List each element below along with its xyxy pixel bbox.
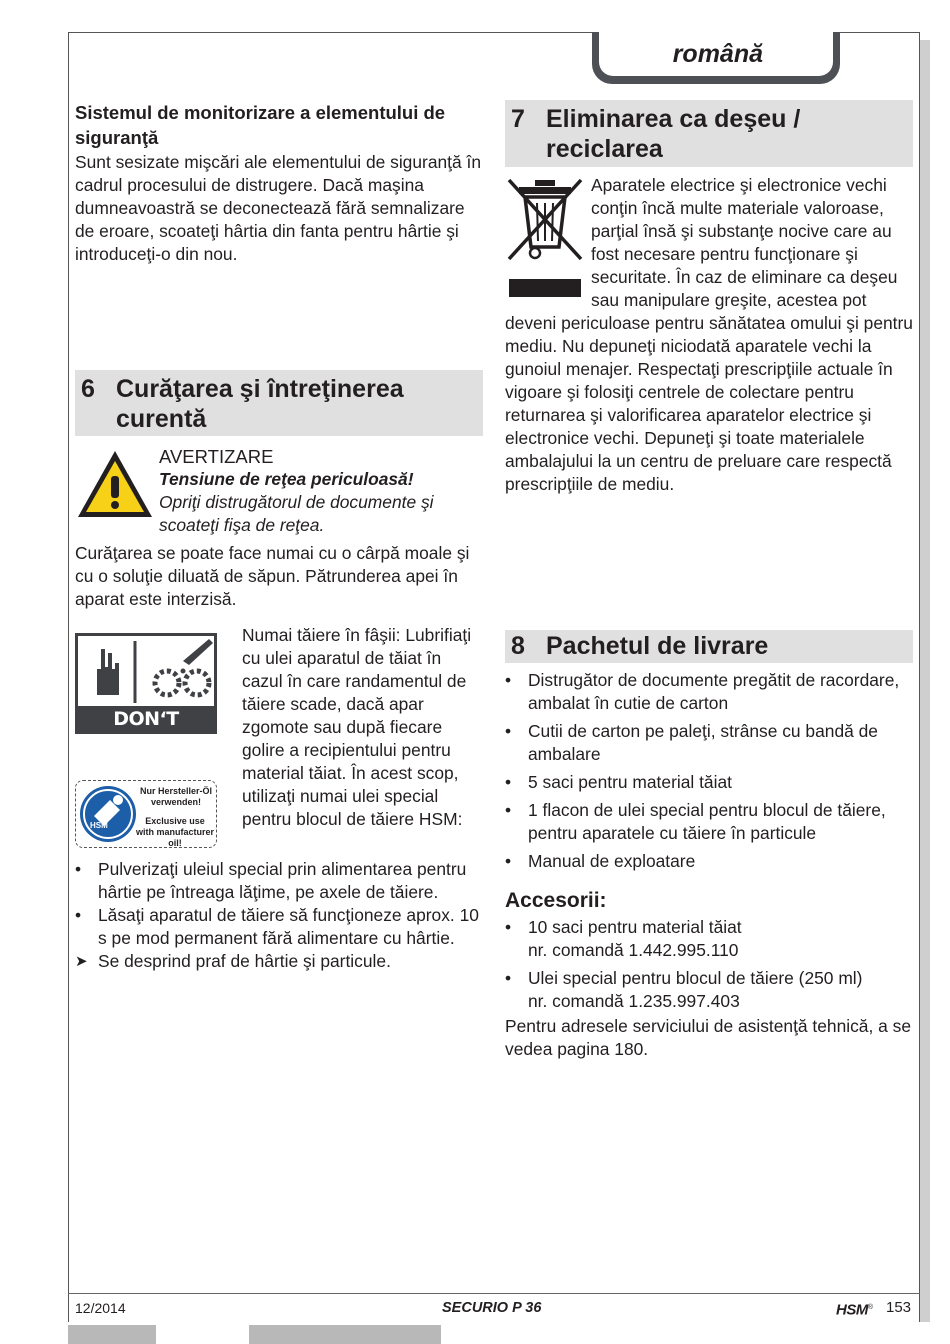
warning-label: AVERTIZARE [159,446,274,467]
list-item: • Pulverizaţi uleiul special prin alimentarea pentru hârtie pe întreaga lăţime, pe axele de tăiere. [75,859,467,902]
bottom-tab-2 [249,1325,441,1344]
oil-badge-text-en: Exclusive use with manufacturer oil! [136,816,215,848]
section-8-number: 8 [511,632,525,660]
section-7-number: 7 [511,105,525,133]
list-item: • 5 saci pentru material tăiat [505,772,732,792]
oil-badge-text-de: Nur Hersteller-Öl verwenden! [139,786,213,807]
float-spacer [505,174,591,300]
accessories-title: Accesorii: [505,889,607,912]
page-number: 153 [886,1299,912,1316]
list-item: • Lăsaţi aparatul de tăiere să funcţioneze aprox. 10 s pe mod permanent fără alimentare cu hârtie. [75,905,479,948]
warning-block [159,445,489,537]
list-item: • Distrugător de documente pregătit de racordare, ambalat în cutie de carton [505,670,900,713]
footer-model: SECURIO P 36 [442,1300,542,1316]
dont-forget-icon [75,633,217,755]
section-6-heading [75,370,483,436]
lubricate-steps [75,858,485,973]
list-item: • Cutii de carton pe paleţi, strânse cu bandă de ambalare [505,721,878,764]
monitor-title: Sistemul de monitorizare a elementului de siguranţă [75,102,446,148]
page-shadow [920,40,930,1322]
section-6-title: Curăţarea şi întreţinerea curentă [116,375,404,433]
delivery-list [505,669,915,873]
result-item: ➤ Se desprind praf de hârtie şi particule. [75,951,391,971]
list-item: • Ulei special pentru blocul de tăiere (250 ml) nr. comandă 1.235.997.403 [505,968,863,1011]
language-tab-label: română [599,32,833,76]
footer-divider [68,1293,920,1294]
list-item: • Manual de exploatare [505,851,696,871]
list-item: • 10 saci pentru material tăiat nr. comandă 1.442.995.110 [505,917,742,960]
oil-badge-icon [80,786,136,842]
service-text: Pentru adresele serviciului de asistenţă tehnică, a se vedea pagina 180. [505,1016,912,1059]
section-8-title: Pachetul de livrare [546,632,769,660]
footer-date: 12/2014 [75,1300,126,1316]
accessories-block [505,889,915,1061]
disposal-paragraph: Aparatele electrice şi electronice vechi conţin încă multe materiale valoroase, parţial însă şi substanţe nocive care au fost necesare pentru funcţionare şi securitate. În caz de eliminare ca deşeu sau manipulare greşite, acestea pot deveni periculoase pentru sănătatea omului şi pentru mediu. Nu depuneţi niciodată aparatele vechi la gunoiul menajer. Respectaţi prescripţiile actuale în vigoare şi folosiţi centrele de colectare pentru returnarea şi valorificarea aparatelor electrice şi electronice vechi. Depuneţi şi toate materialele ambalajului la un centru de preluare care respectă prescripţiile de mediu. [505,175,913,494]
section-7-title: Eliminarea ca deşeu / reciclarea [546,105,801,163]
bottom-tab-1 [68,1325,156,1344]
dont-forget-label: DON‘T FORGET [104,708,188,755]
arrow-icon: ➤ [75,953,88,970]
section-7-heading [505,100,913,167]
lubricate-text: Numai tăiere în fâşii: Lubrifiaţi cu ulei aparatul de tăiat în cazul în care randamentul de tăiere scade, dacă apar zgomote sau după fiecare golire a recipientului pentru material tăiat. În acest scop, utilizaţi numai ulei special pentru blocul de tăiere HSM: [242,625,472,829]
list-item: • 1 flacon de ulei special pentru blocul de tăiere, pentru aparatele cu tăiere în particule [505,800,886,843]
oil-badge-brand: HSM [90,821,108,830]
cleaning-text: Curăţarea se poate face numai cu o cârpă moale şi cu o soluţie diluată de săpun. Pătrunderea apei în aparat este interzisă. [75,543,470,609]
oil-badge [75,780,217,848]
warning-title: Tensiune de reţea periculoasă! [159,469,414,489]
disposal-text [505,174,915,496]
section-6-number: 6 [81,375,95,403]
warning-icon [75,448,155,526]
monitor-block [75,100,485,266]
section-8-heading [505,630,913,663]
monitor-text: Sunt sesizate mişcări ale elementului de siguranţă în cadrul procesului de distrugere. Dacă maşina dumneavoastră se deconectează fără semnalizare de eroare, scoateţi hârtia din fanta pentru hârtie şi introduceţi-o din nou. [75,152,481,264]
footer-brand-logo: HSM® [836,1301,874,1319]
warning-text: Opriţi distrugătorul de documente şi scoateţi fişa de reţea. [159,492,434,535]
